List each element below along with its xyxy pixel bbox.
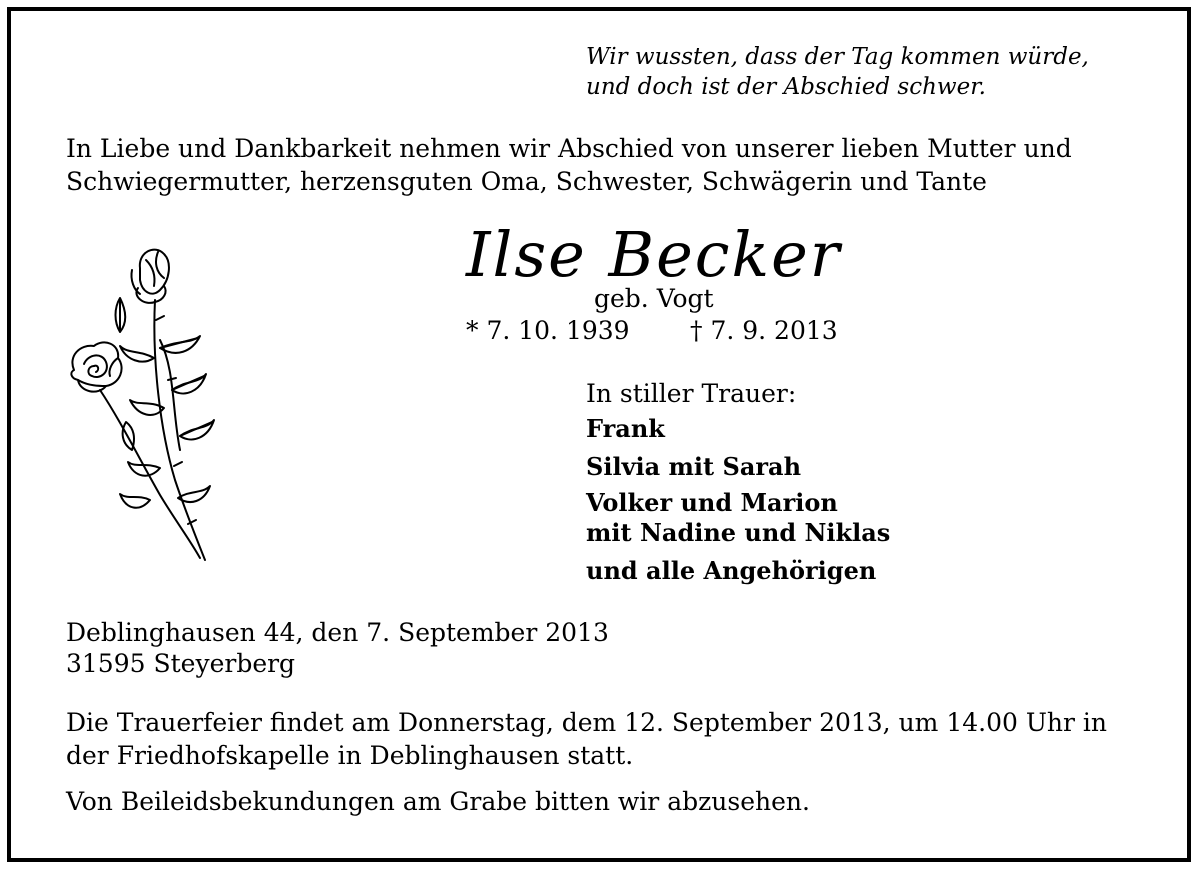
birth-date: * 7. 10. 1939: [466, 316, 630, 345]
maiden-name: geb. Vogt: [594, 284, 714, 313]
mourners-title: In stiller Trauer:: [586, 379, 797, 408]
mourner-name: Silvia mit Sarah: [586, 452, 802, 481]
epigraph-quote: [586, 42, 1166, 102]
intro-line-1: In Liebe und Dankbarkeit nehmen wir Abschied von unserer lieben Mutter und: [66, 134, 1072, 163]
address-line-2: 31595 Steyerberg: [66, 649, 296, 678]
address-line-1: Deblinghausen 44, den 7. September 2013: [66, 618, 609, 647]
epigraph-line-2: und doch ist der Abschied schwer.: [586, 74, 986, 100]
funeral-line-1: Die Trauerfeier findet am Donnerstag, dem 12. September 2013, um 14.00 Uhr in: [66, 708, 1108, 737]
rose-illustration-icon: [60, 240, 240, 570]
epigraph-line-1: Wir wussten, dass der Tag kommen würde,: [586, 44, 1089, 70]
funeral-line-2: der Friedhofskapelle in Deblinghausen statt.: [66, 741, 634, 770]
deceased-name: Ilse Becker: [466, 218, 842, 291]
condolence-note: Von Beileidsbekundungen am Grabe bitten wir abzusehen.: [66, 787, 810, 816]
mourner-name: Volker und Marion: [586, 488, 838, 517]
mourner-name: Frank: [586, 414, 665, 443]
mourner-name: mit Nadine und Niklas: [586, 518, 891, 547]
mourner-name: und alle Angehörigen: [586, 556, 877, 585]
death-date: † 7. 9. 2013: [690, 316, 838, 345]
funeral-info: [66, 706, 1146, 772]
intro-line-2: Schwiegermutter, herzensguten Oma, Schwester, Schwägerin und Tante: [66, 167, 987, 196]
intro-text: [66, 132, 1146, 198]
